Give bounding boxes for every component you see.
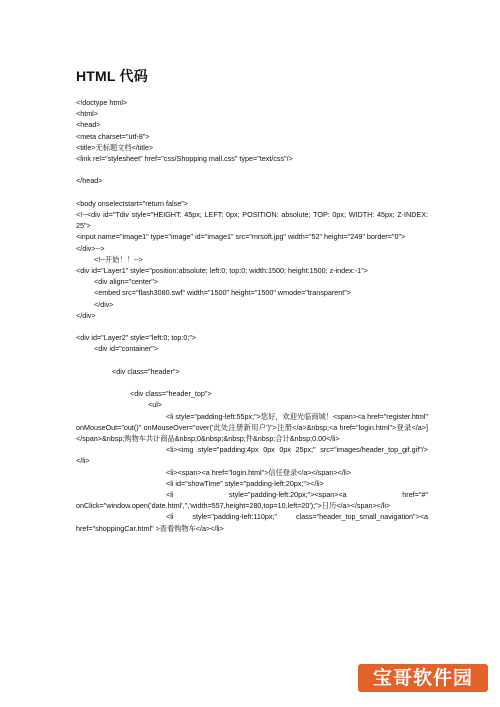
site-watermark-logo: 宝哥软件园 <box>358 664 488 692</box>
code-line: <div class="header_top"> <box>130 389 212 399</box>
code-line: <meta charset="utf-8"> <box>76 131 150 141</box>
code-line: <div id="Layer1" style="position:absolute; left:0; top:0; width:1500; height:1500; z-index:-1"> <box>76 266 368 276</box>
code-line: <li style="padding-left:110px;" class="header_top_small_navigation"><a href="shoppingCar.html" >查看购物车</a></li> <box>76 512 428 533</box>
code-line <box>76 187 428 198</box>
code-line: </div> <box>76 310 96 320</box>
code-line: <li style="padding-left:55px;">您好，欢迎光临商城！<span><a href="register.html" onMouseOut="out()" onMouseOver="over('此处注册新用户')">注册</a>&nbsp;<a href="login.html">登录</a>]</span>&nbsp;购物车共计商品&nbsp;0&nbsp;&nbsp;件&nbsp;合计&nbsp;0.00</li> <box>76 411 428 444</box>
code-line <box>76 355 428 366</box>
code-line: <div id="Layer2" style="left:0; top:0;"> <box>76 333 197 343</box>
code-line: <!doctype html> <box>76 98 128 107</box>
code-line: <li><img style="padding:4px 0px 0px 25px;" src="images/header_top_gif.gif"/></li> <box>76 445 428 466</box>
code-line: <div align="center"> <box>94 277 159 287</box>
code-line: </head> <box>76 176 103 186</box>
code-line: <html> <box>76 109 98 119</box>
code-line: <input name="image1" type="image" id="image1" src="mrsoft.jpg" width="52" height="249" border="0"> <box>76 232 406 242</box>
code-line: </div> <box>94 299 114 309</box>
code-line: <link rel="stylesheet" href="css/Shopping mall.css" type="text/css"/> <box>76 154 293 164</box>
code-line <box>76 164 428 175</box>
document-title: HTML 代码 <box>76 68 148 84</box>
code-line: <head> <box>76 120 101 130</box>
code-line: <title>无标题文档</title> <box>76 142 154 152</box>
code-line: <embed src="flash3080.swf" width="1500" height="1500" wmode="transparent"> <box>94 288 351 298</box>
code-line: </div>--> <box>76 243 105 253</box>
code-line <box>76 377 428 388</box>
code-line: <ul> <box>148 400 162 410</box>
code-line: <!--开始！！--> <box>94 254 143 264</box>
code-line: <!--<div id="Tdiv style="HEIGHT: 45px; LEFT: 0px; POSITION: absolute; TOP: 0px; WIDTH: 45px; Z-INDEX: 25"> <box>76 210 428 231</box>
code-line: <li style="padding-left:20px;"><span><a href="#" onClick="window.open('date.html','','width=557,height=280,top=10,left=20');">日历</a></span></li> <box>76 490 428 511</box>
code-line <box>76 321 428 332</box>
code-line: <div class="header"> <box>112 366 180 376</box>
code-line: <li id="showTime" style="padding-left:20px;"></li> <box>166 478 324 488</box>
code-line: <div id="container"> <box>94 344 159 354</box>
code-listing <box>76 97 428 534</box>
code-line: <body onselectstart="return false"> <box>76 198 188 208</box>
code-line: <li><span><a href="login.html">信任登录</a></span></li> <box>166 467 352 477</box>
